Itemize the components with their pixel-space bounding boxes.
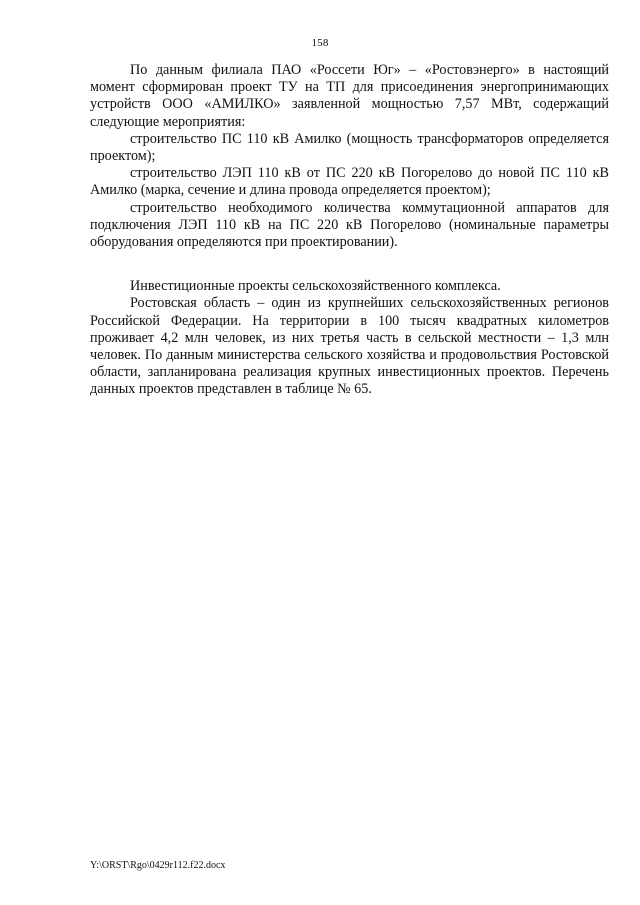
paragraph-rostov-region: Ростовская область – один из крупнейших сельскохозяйственных регионов Российской Федерации. На территории в 100 тысяч квадратных километров проживает 4,2 млн человек, из них третья часть в сельской местности – 1,3 млн человек. По данным министерства сельского хозяйства и продовольствия Ростовской области, запланирована реализация крупных инвестиционных проектов. Перечень данных проектов представлен в таблице № 65. bbox=[90, 295, 609, 398]
paragraph-measure-switching: строительство необходимого количества коммутационной аппаратов для подключения ЛЭП 110 кВ на ПС 220 кВ Погорелово (номинальные параметры оборудования определяются при проектировании). bbox=[90, 199, 609, 251]
section-heading-agro-projects: Инвестиционные проекты сельскохозяйственного комплекса. bbox=[130, 278, 501, 295]
paragraph-measure-substation: строительство ПС 110 кВ Амилко (мощность трансформаторов определяется проектом); bbox=[90, 130, 609, 165]
paragraph-measure-power-line: строительство ЛЭП 110 кВ от ПС 220 кВ Погорелово до новой ПС 110 кВ Амилко (марка, сечение и длина провода определяется проектом); bbox=[90, 165, 609, 199]
footer-file-path: Y:\ORST\Rgo\0429r112.f22.docx bbox=[90, 860, 226, 871]
document-body bbox=[90, 62, 609, 399]
page-number: 158 bbox=[311, 37, 329, 49]
paragraph-rosseti-tu: По данным филиала ПАО «Россети Юг» – «Ростовэнерго» в настоящий момент сформирован проект ТУ на ТП для присоединения энергопринимающих устройств ООО «АМИЛКО» заявленной мощностью 7,57 МВт, содержащий следующие мероприятия: bbox=[90, 62, 609, 130]
